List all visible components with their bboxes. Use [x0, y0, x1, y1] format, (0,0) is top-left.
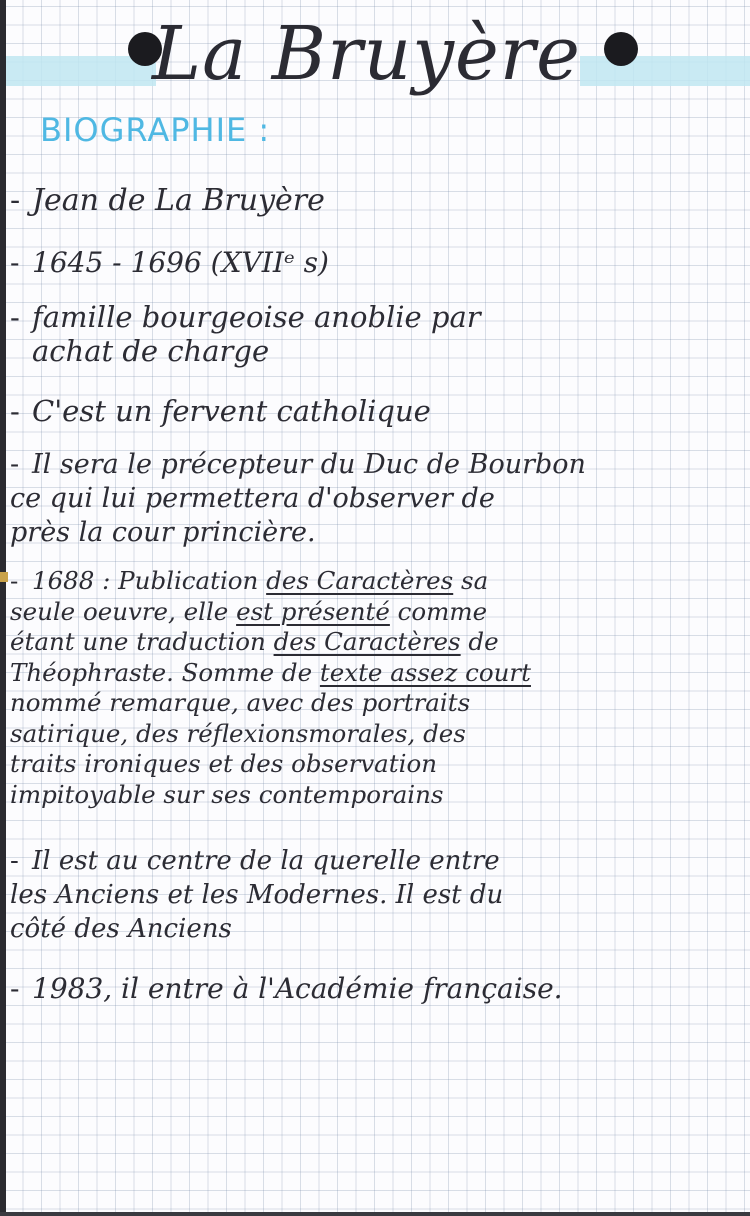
- page-title: La Bruyère: [152, 11, 581, 97]
- entry-line: impitoyable sur ses contemporains: [10, 779, 444, 809]
- underlined-text: des Caractères: [266, 566, 454, 595]
- entry-publication: [10, 566, 740, 810]
- entry-quarrel: [10, 844, 740, 946]
- entry-faith: [10, 386, 740, 436]
- entry-line: - C'est un fervent catholique: [10, 394, 431, 428]
- title-highlight-right: [580, 56, 750, 86]
- entry-line: - 1645 - 1696 (XVIIᵉ s): [10, 246, 329, 279]
- page-left-edge: [0, 0, 6, 1216]
- entry-line: - Il est au centre de la querelle entre: [10, 846, 500, 876]
- entry-line: achat de charge: [32, 334, 270, 368]
- entry-family: [10, 300, 740, 368]
- entry-line: côté des Anciens: [10, 914, 232, 944]
- entry-line: - 1688 : Publication des Caractères sa: [10, 566, 489, 595]
- entry-line: satirique, des réflexionsmorales, des: [10, 718, 466, 748]
- entry-dates: [10, 236, 740, 290]
- entry-line: - 1983, il entre à l'Académie française.: [10, 972, 563, 1005]
- entry-line: seule oeuvre, elle est présenté comme: [10, 596, 488, 626]
- entry-line: - famille bourgeoise anoblie par: [10, 300, 481, 334]
- entry-line: nommé remarque, avec des portraits: [10, 688, 471, 717]
- section-heading: BIOGRAPHIE :: [40, 111, 271, 149]
- entry-academy: [10, 962, 740, 1016]
- entry-line: ce qui lui permettera d'observer de: [10, 483, 495, 514]
- underlined-text: est présenté: [236, 596, 390, 626]
- entry-line: - Il sera le précepteur du Duc de Bourbon: [10, 449, 586, 480]
- entry-line: traits ironiques et des observation: [10, 749, 437, 778]
- entry-line: les Anciens et les Modernes. Il est du: [10, 880, 504, 910]
- entry-line: Théophraste. Somme de texte assez court: [10, 657, 531, 687]
- entry-tutor: [10, 448, 740, 550]
- entry-name: [10, 172, 740, 230]
- entry-line: étant une traduction des Caractères de: [10, 627, 499, 656]
- underlined-text: texte assez court: [319, 657, 531, 687]
- margin-tab: [0, 572, 8, 582]
- underlined-text: des Caractères: [273, 627, 461, 656]
- binder-hole-right: [604, 32, 638, 66]
- page-bottom-edge: [0, 1212, 750, 1216]
- entry-line: - Jean de La Bruyère: [10, 183, 325, 218]
- entry-line: près la cour princière.: [10, 517, 316, 548]
